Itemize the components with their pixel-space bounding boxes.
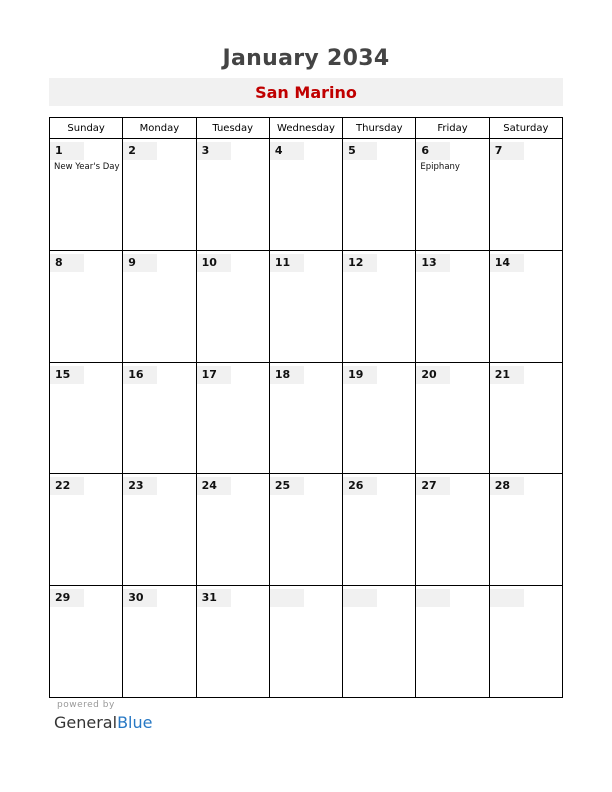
day-cell (489, 586, 562, 698)
day-number: 19 (343, 366, 377, 384)
day-number: 17 (197, 366, 231, 384)
week-row (50, 474, 563, 586)
day-cell (269, 139, 342, 251)
day-cell (50, 250, 123, 362)
day-cell (343, 586, 416, 698)
day-cell (196, 139, 269, 251)
day-number: 15 (50, 366, 84, 384)
day-cell (343, 362, 416, 474)
day-number: 2 (123, 142, 157, 160)
day-number: 9 (123, 254, 157, 272)
holiday-label: New Year's Day (54, 162, 120, 172)
day-cell (50, 362, 123, 474)
day-cell (269, 474, 342, 586)
day-cell (489, 139, 562, 251)
day-number: 26 (343, 477, 377, 495)
day-number: 25 (270, 477, 304, 495)
day-number: 30 (123, 589, 157, 607)
day-number (343, 589, 377, 607)
day-number: 20 (416, 366, 450, 384)
weekday-header: Tuesday (196, 118, 269, 139)
weekday-header-row (50, 118, 563, 139)
day-number: 24 (197, 477, 231, 495)
day-cell (196, 474, 269, 586)
day-cell (269, 586, 342, 698)
day-number: 14 (490, 254, 524, 272)
day-cell (196, 586, 269, 698)
day-number: 3 (197, 142, 231, 160)
day-cell (489, 362, 562, 474)
week-row (50, 362, 563, 474)
day-cell (416, 586, 489, 698)
day-cell (269, 250, 342, 362)
day-number: 29 (50, 589, 84, 607)
day-number: 11 (270, 254, 304, 272)
day-cell (196, 362, 269, 474)
week-row (50, 250, 563, 362)
holiday-label: Epiphany (420, 162, 460, 172)
day-number: 10 (197, 254, 231, 272)
day-cell (123, 474, 196, 586)
calendar-title: January 2034 (222, 46, 390, 71)
day-cell (196, 250, 269, 362)
day-number: 23 (123, 477, 157, 495)
weekday-header: Monday (123, 118, 196, 139)
generalblue-logo[interactable] (54, 713, 152, 732)
week-row (50, 139, 563, 251)
powered-by-label: powered by (57, 700, 115, 710)
day-cell (343, 250, 416, 362)
weekday-header: Wednesday (269, 118, 342, 139)
day-cell (343, 139, 416, 251)
day-number (270, 589, 304, 607)
day-number: 12 (343, 254, 377, 272)
day-number: 16 (123, 366, 157, 384)
day-number: 21 (490, 366, 524, 384)
day-number: 28 (490, 477, 524, 495)
day-number: 4 (270, 142, 304, 160)
day-number: 31 (197, 589, 231, 607)
brand-blue: Blue (117, 713, 153, 732)
day-number: 1 (50, 142, 84, 160)
day-cell (416, 139, 489, 251)
day-cell (50, 474, 123, 586)
day-number: 13 (416, 254, 450, 272)
day-cell (343, 474, 416, 586)
day-cell (123, 362, 196, 474)
day-number: 7 (490, 142, 524, 160)
day-cell (123, 139, 196, 251)
day-cell (123, 250, 196, 362)
day-number: 22 (50, 477, 84, 495)
weekday-header: Thursday (343, 118, 416, 139)
day-cell (416, 474, 489, 586)
day-number: 27 (416, 477, 450, 495)
weekday-header: Sunday (50, 118, 123, 139)
week-row (50, 586, 563, 698)
day-cell (269, 362, 342, 474)
country-name: San Marino (255, 83, 357, 102)
day-number (416, 589, 450, 607)
day-number (490, 589, 524, 607)
day-cell (50, 586, 123, 698)
day-cell (50, 139, 123, 251)
day-cell (489, 250, 562, 362)
day-cell (123, 586, 196, 698)
weekday-header: Friday (416, 118, 489, 139)
day-number: 5 (343, 142, 377, 160)
day-cell (416, 362, 489, 474)
brand-general: General (54, 713, 118, 732)
weekday-header: Saturday (489, 118, 562, 139)
day-number: 6 (416, 142, 450, 160)
day-cell (416, 250, 489, 362)
day-number: 8 (50, 254, 84, 272)
day-cell (489, 474, 562, 586)
month-calendar (49, 117, 563, 698)
country-banner (49, 78, 563, 106)
day-number: 18 (270, 366, 304, 384)
